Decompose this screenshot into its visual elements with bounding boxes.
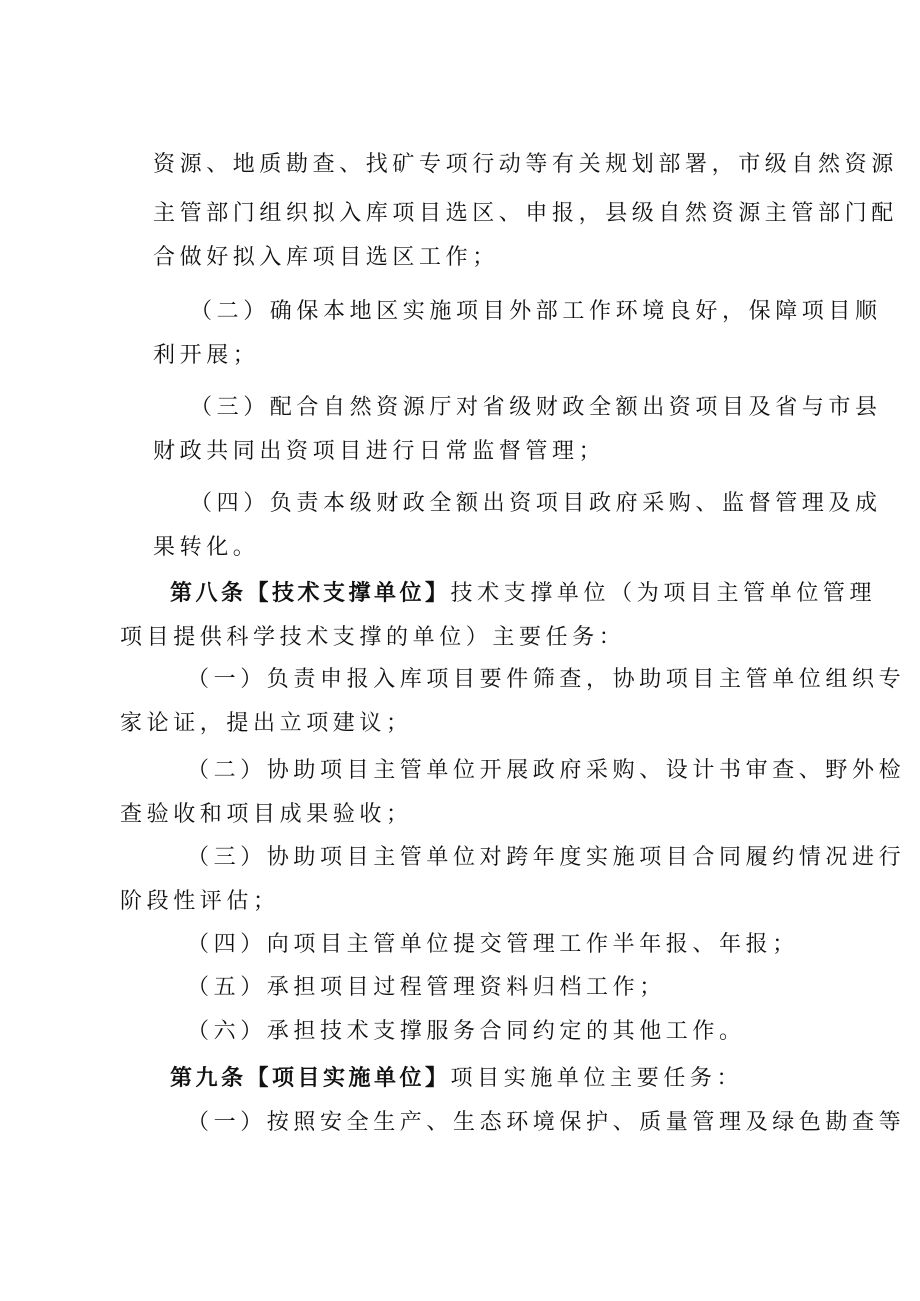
text-line: 合做好拟入库项目选区工作；: [153, 245, 499, 270]
text-line: （一）按照安全生产、生态环境保护、质量管理及绿色勘查等: [187, 1110, 906, 1135]
text-line: （六）承担技术支撑服务合同约定的其他工作。: [187, 1019, 746, 1044]
article-8-text: 技术支撑单位（为项目主管单位管理: [450, 581, 877, 606]
text-line: 利开展；: [153, 343, 260, 368]
text-line: （二）确保本地区实施项目外部工作环境良好，保障项目顺: [190, 299, 882, 324]
article-9-line: [170, 1064, 743, 1094]
article-9-heading: 第九条【项目实施单位】: [170, 1066, 451, 1091]
text-line: 阶段性评估；: [120, 889, 280, 914]
text-line: 财政共同出资项目进行日常监督管理；: [153, 439, 606, 464]
article-9-text: 项目实施单位主要任务：: [450, 1066, 744, 1091]
text-line: 查验收和项目成果验收；: [120, 802, 413, 827]
text-line: 家论证，提出立项建议；: [120, 711, 413, 736]
text-line: （四）负责本级财政全额出资项目政府采购、监督管理及成: [190, 491, 882, 516]
text-line: （五）承担项目过程管理资料归档工作；: [187, 975, 666, 1000]
text-line: 果转化。: [153, 535, 260, 560]
text-line: 资源、地质勘查、找矿专项行动等有关规划部署，市级自然资源: [153, 152, 898, 177]
text-line: 项目提供科学技术支撑的单位）主要任务：: [120, 625, 626, 650]
text-line: （二）协助项目主管单位开展政府采购、设计书审查、野外检: [187, 758, 906, 783]
text-line: （三）协助项目主管单位对跨年度实施项目合同履约情况进行: [187, 845, 906, 870]
text-line: （三）配合自然资源厅对省级财政全额出资项目及省与市县: [190, 395, 882, 420]
text-line: 主管部门组织拟入库项目选区、申报，县级自然资源主管部门配: [153, 201, 898, 226]
text-line: （四）向项目主管单位提交管理工作半年报、年报；: [187, 932, 799, 957]
text-line: （一）负责申报入库项目要件筛查，协助项目主管单位组织专: [187, 667, 906, 692]
article-8-line: [170, 579, 876, 609]
article-8-heading: 第八条【技术支撑单位】: [170, 581, 451, 606]
